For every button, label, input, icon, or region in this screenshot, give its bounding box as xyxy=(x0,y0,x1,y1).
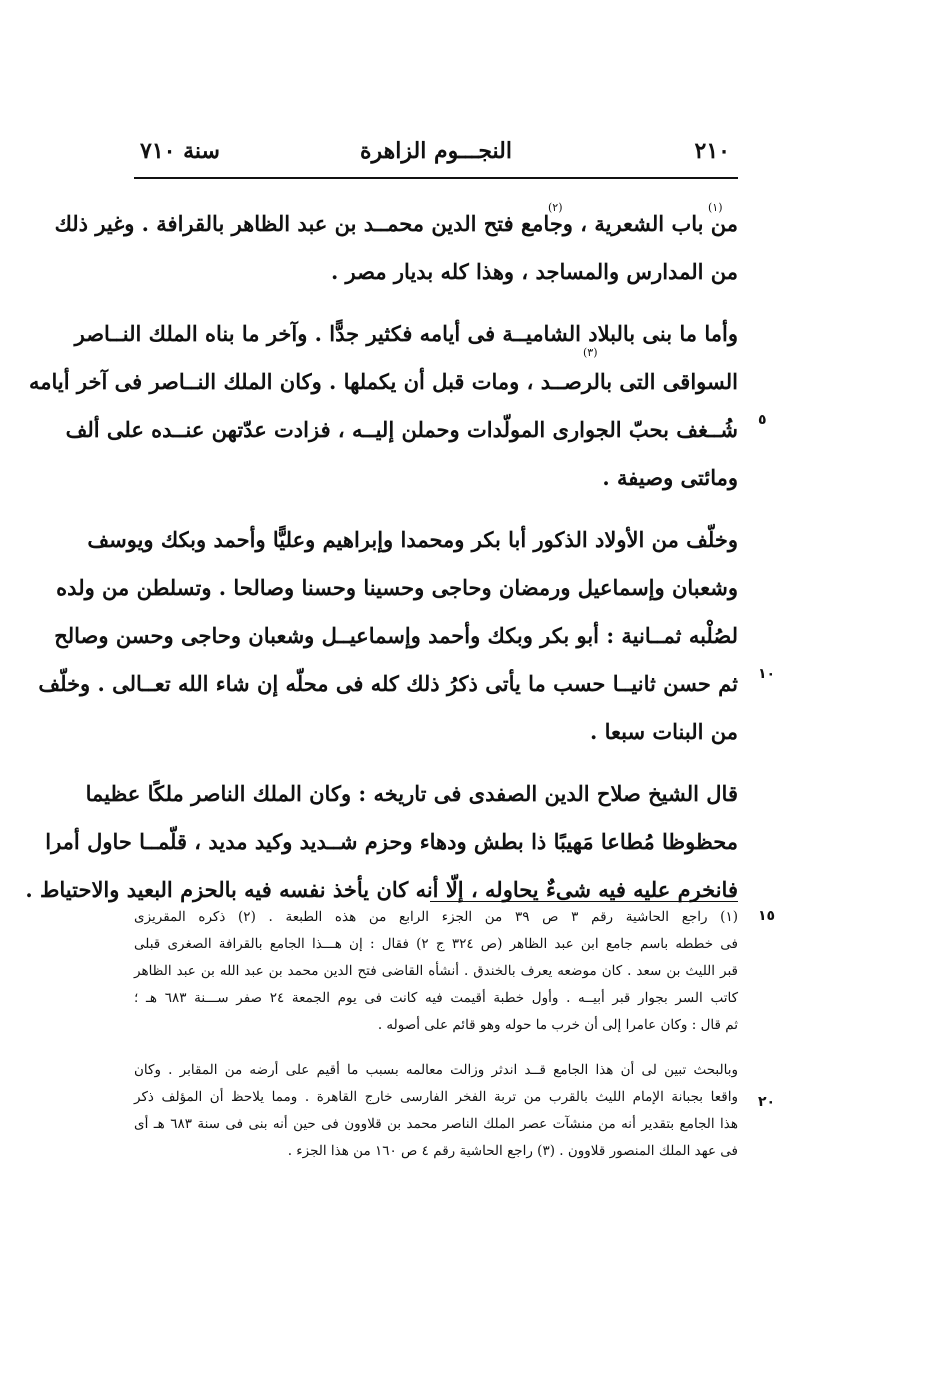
main-text xyxy=(25,200,738,914)
text-line: من المدارس والمساجد ، وهذا كله بديار مصر . xyxy=(330,259,738,284)
footnotes xyxy=(134,904,738,1165)
text-line: ثم حسن ثانيــا حسب ما يأتى ذكرُ ذلك كله فى محلّه إن شاء الله تعــالى . وخلّف xyxy=(38,671,738,696)
text-line: فانخرم عليه فيه شىءٌ يحاوله ، إلّا أنه كان يأخذ نفسه فيه بالحزم البعيد والاحتياط . xyxy=(25,877,738,902)
text-line: قال الشيخ صلاح الدين الصفدى فى تاريخه : وكان الملك الناصر ملكًا عظيما xyxy=(85,781,738,806)
header-year: سنة ٧١٠ xyxy=(140,138,220,164)
header-page-number: ٢١٠ xyxy=(694,138,730,164)
footnote-line: فى عهد الملك المنصور قلاوون . (٣) راجع الحاشية رقم ٤ ص ١٦٠ من هذا الجزء . xyxy=(287,1143,738,1159)
footnote-line: فى خططه باسم جامع ابن عبد الظاهر (ص ٣٢٤ ج ٢) فقال : إن هـــذا الجامع بالقرافة الصغرى قبلى xyxy=(134,936,739,952)
text-line: من باب الشعرية ، وجامع فتح الدين محمــد بن عبد الظاهر بالقرافة . وغير ذلك xyxy=(54,211,738,236)
text-line: وخلّف من الأولاد الذكور أبا بكر ومحمدا وإبراهيم وعليًّا وأحمد وبكك ويوسف xyxy=(87,527,738,552)
footnote-line: (١) راجع الحاشية رقم ٣ ص ٣٩ من الجزء الرابع من هذه الطبعة . (٢) ذكره المقريزى xyxy=(134,909,738,925)
footnote-line: قبر الليث بن سعد . كان موضعه يعرف بالخندق . أنشأه القاضى فتح الدين محمد بن عبد الله بن عبد الظاهر xyxy=(134,963,738,979)
margin-line-number: ٥ xyxy=(758,412,767,428)
footnote-line: كاتب السر بجوار قبر أبيــه . وأول خطبة أقيمت فيه كانت فى يوم الجمعة ٢٤ صفر ســـنة ٦٨٣ هـ ؛ xyxy=(134,990,738,1006)
margin-line-number: ٢٠ xyxy=(758,1094,776,1110)
text-line: شُــغف بحبّ الجوارى المولّدات وحملن إليــه ، فزادت عدّتهن عنــده على ألف xyxy=(65,417,738,442)
footnote-rule xyxy=(430,901,738,902)
footnote-line: واقعا بجبانة الإمام الليث بالقرب من تربة الفخر الفارسى خارج القاهرة . ومما يلاحظ أن المؤلف ذكر xyxy=(134,1089,738,1105)
footnote-line: وبالبحث تبين لى أن هذا الجامع قــد اندثر وزالت معالمه بسبب ما أقيم على أرضه من المقابر . وكان xyxy=(134,1062,738,1078)
text-line: وأما ما بنى بالبلاد الشاميــة فى أيامه فكثير جدًّا . وآخر ما بناه الملك النــاصر xyxy=(74,321,738,346)
text-line: من البنات سبعا . xyxy=(589,719,738,744)
margin-line-number: ١٠ xyxy=(758,666,776,682)
margin-line-number: ١٥ xyxy=(758,908,776,924)
header-rule xyxy=(134,177,738,179)
text-line: وشعبان وإسماعيل ورمضان وحاجى وحسينا وحسنا وصالحا . وتسلطن من ولده xyxy=(56,575,738,600)
running-header xyxy=(134,138,738,172)
text-line: ومائتى وصيفة . xyxy=(602,465,738,490)
text-line: محظوظا مُطاعا مَهيبًا ذا بطش ودهاء وحزم شــديد وكيد مديد ، قلّمــا حاول أمرا xyxy=(45,829,738,854)
footnote-line: هذا الجامع بتقدير أنه من منشآت عصر الملك الناصر محمد بن قلاوون فى حين أنه بنى فى سنة ٦٨٣ هـ أى xyxy=(134,1116,739,1132)
text-line: السواقى التى بالرصــد ، ومات قبل أن يكملها . وكان الملك النــاصر فى آخر أيامه xyxy=(28,369,738,394)
text-line: لصُلْبه ثمــانية : أبو بكر وبكك وأحمد وإسماعيــل وشعبان وحاجى وحسن وصالح xyxy=(54,623,738,648)
footnote-line: ثم قال : وكان عامرا إلى أن خرب ما حوله وهو قائم على أصوله . xyxy=(377,1017,738,1033)
header-book-title: النجـــوم الزاهرة xyxy=(360,138,512,164)
book-page: سنة ٧١٠ النجـــوم الزاهرة ٢١٠ من باب الشعرية ، وجامع فتح الدين محمــد بن عبد الظاهر بالقرافة . وغير ذلك من المدارس والمساجد ، وهذا كله بديار مصر . وأما ما بنى بالبلاد الشاميــة فى أيامه فكثير جدًّا . وآخر ما بناه الملك النــاصر السواقى التى بالرصــد ، ومات قبل أن يكملها . وكان الملك النــاصر فى آخر أيامه شُــغف بحبّ الجوارى المولّدات وحملن إليــه ، فزادت عدّتهن عنــده على ألف ومائتى وصيفة . وخلّف من الأولاد الذكور أبا بكر ومحمدا وإبراهيم وعليًّا وأحمد وبكك ويوسف وشعبان وإسماعيل ورمضان وحاجى وحسينا وحسنا وصالحا . وتسلطن من ولده لصُلْبه ثمــانية : أبو بكر وبكك وأحمد وإسماعيــل وشعبان وحاجى وحسن وصالح ثم حسن ثانيــا حسب ما يأتى ذكرُ ذلك كله فى محلّه إن شاء الله تعــالى . وخلّف من البنات سبعا . قال الشيخ صلاح الدين الصفدى فى تاريخه : وكان الملك الناصر ملكًا عظيما محظوظا مُطاعا مَهيبًا ذا بطش ودهاء وحزم شــديد وكيد مديد ، قلّمــا حاول أمرا فانخرم عليه فيه شىءٌ يحاوله ، إلّا أنه كان يأخذ نفسه فيه بالحزم البعيد والاحتياط . ٥ ١٠ ١٥ ٢٠ (١) (٢) (٣) (١) راجع الحاشية رقم ٣ ص ٣٩ من الجزء الرابع من هذه الطبعة . (٢) ذكره المقريزى فى خططه باسم جامع ابن عبد الظاهر (ص ٣٢٤ ج ٢) فقال : إن هـــذا الجامع بالقرافة الصغرى قبلى قبر الليث بن سعد . كان موضعه يعرف بالخندق . أنشأه القاضى فتح الدين محمد بن عبد الله بن عبد الظاهر كاتب السر بجوار قبر أبيــه . وأول خطبة أقيمت فيه كانت فى يوم الجمعة ٢٤ صفر ســـنة ٦٨٣ هـ ؛ ثم قال : وكان عامرا إلى أن خرب ما حوله وهو قائم على أصوله . وبالبحث تبين لى أن هذا الجامع قــد اندثر وزالت معالمه بسبب ما أقيم على أرضه من المقابر . وكان واقعا بجبانة الإمام الليث بالقرب من تربة الفخر الفارسى خارج القاهرة . ومما يلاحظ أن المؤلف ذكر هذا الجامع بتقدير أنه من منشآت عصر الملك الناصر محمد بن قلاوون فى حين أنه بنى فى سنة ٦٨٣ هـ أى فى عهد الملك المنصور قلاوون . (٣) راجع الحاشية رقم ٤ ص ١٦٠ من هذا الجزء . xyxy=(0,0,946,1377)
